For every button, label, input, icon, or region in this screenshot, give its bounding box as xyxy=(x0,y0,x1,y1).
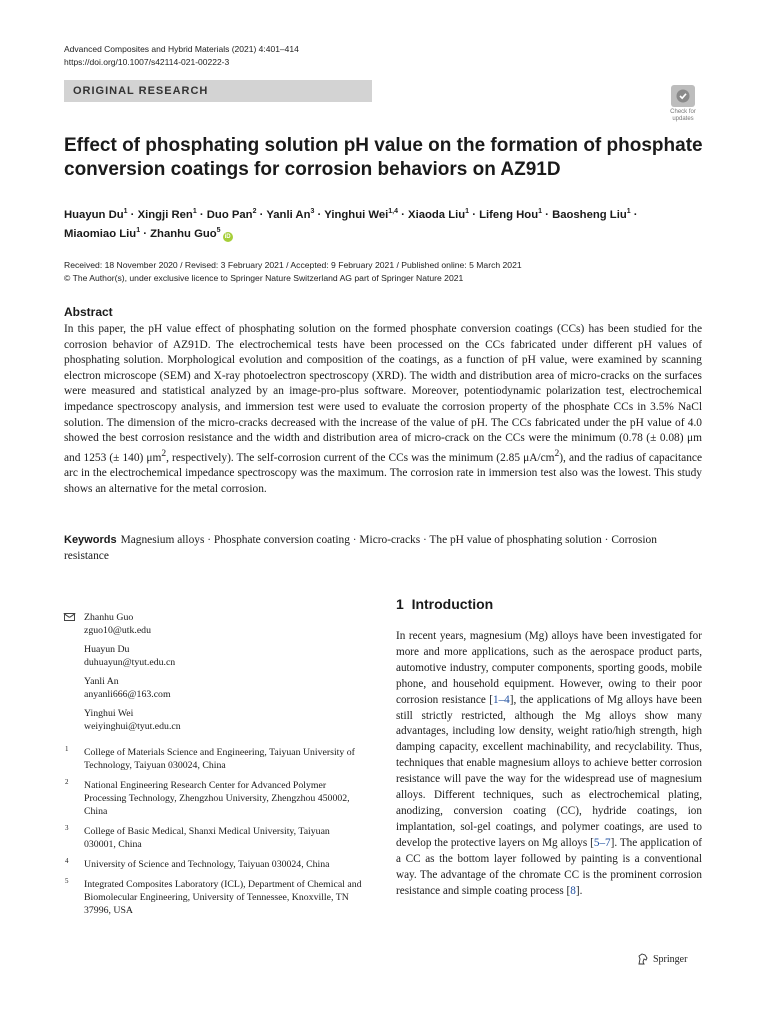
keywords xyxy=(64,532,702,564)
section-title: Introduction xyxy=(411,596,494,612)
article-type-banner: ORIGINAL RESEARCH xyxy=(64,80,372,102)
abstract-text: ), and the radius of capacitance arc in the electrochemical impedance spectroscopy was the maximum. The corrosion rate in immersion test also was the lowest. This study shows an alternative for the metal corrosion. xyxy=(64,451,702,495)
contact-name: Huayun Du xyxy=(84,644,130,655)
affiliation-text: University of Science and Technology, Taiyuan 030024, China xyxy=(84,859,330,870)
check-updates-line2: updates xyxy=(672,116,694,122)
contact-item xyxy=(64,643,364,669)
orcid-icon[interactable]: iD xyxy=(224,233,231,240)
contact-email[interactable]: zguo10@utk.edu xyxy=(84,625,151,636)
section-number: 1 xyxy=(396,596,404,612)
check-updates-line1: Check for xyxy=(670,109,696,115)
abstract-body xyxy=(64,322,702,497)
contact-name: Zhanhu Guo xyxy=(84,612,134,623)
affiliation-number: 5 xyxy=(65,877,69,885)
intro-text: In recent years, magnesium (Mg) alloys have been investigated for more and more applications, such as the aerospace product parts, automotive industry, computer components, sporting goods, mobile phone, and household equipment. However, owing to their poor corrosion resistance [ xyxy=(396,630,702,706)
contact-email[interactable]: anyanli666@163.com xyxy=(84,689,171,700)
article-title: Effect of phosphating solution pH value on the formation of phosphate conversion coatings for corrosion behaviors on AZ91D xyxy=(64,135,703,180)
contact-name: Yinghui Wei xyxy=(84,708,134,719)
contact-item xyxy=(64,707,364,733)
author-name[interactable]: Xingji Ren xyxy=(137,208,193,221)
history-dates: Received: 18 November 2020 / Revised: 3 February 2021 / Accepted: 9 February 2021 / Published online: 5 March 2021 xyxy=(64,260,522,270)
affiliation-number: 2 xyxy=(65,778,69,786)
abstract-heading: Abstract xyxy=(64,305,113,319)
publisher-footer xyxy=(637,953,687,965)
keywords-label: Keywords xyxy=(64,534,117,546)
contact-email[interactable]: weiyinghui@tyut.edu.cn xyxy=(84,721,181,732)
journal-header xyxy=(64,43,299,69)
affiliation-item xyxy=(64,779,364,818)
author-name[interactable]: Baosheng Liu xyxy=(552,208,627,221)
author-name[interactable]: Yanli An xyxy=(266,208,311,221)
contact-email[interactable]: duhuayun@tyut.edu.cn xyxy=(84,657,176,668)
publisher-name: Springer xyxy=(653,953,688,965)
author-list: Huayun $Du^1$ · Xingji Ren$^1$ · Duo Pan$^2$ · Yanli $An^3$ · Yinghui Wei$^{1,4}$ · Xiaoda Liu$^1$ · Lifeng Hou$^1$ · Baosheng Liu$^1$ · Miaomiao Liu$^1$ · Zhanhu Guo$^5$iD xyxy=(64,208,638,240)
section-heading xyxy=(396,596,493,612)
affiliation-number: 4 xyxy=(65,857,69,865)
author-name[interactable]: Lifeng Hou xyxy=(479,208,539,221)
author-affiliation: 1 xyxy=(465,208,470,215)
author-name[interactable]: Yinghui Wei xyxy=(324,208,389,221)
intro-text: ]. xyxy=(575,884,583,897)
affiliation-item xyxy=(64,878,364,917)
introduction-body xyxy=(396,629,702,899)
affiliation-item xyxy=(64,858,364,871)
affiliation-number: 1 xyxy=(65,745,69,753)
envelope-icon xyxy=(64,613,75,621)
publication-dates xyxy=(64,259,704,284)
affiliation-text: College of Basic Medical, Shanxi Medical University, Taiyuan 030001, China xyxy=(84,826,330,850)
author-name[interactable]: Miaomiao Liu xyxy=(64,227,137,240)
citation-link[interactable]: 1–4 xyxy=(492,693,510,706)
contact-list xyxy=(64,611,364,739)
affiliation-text: Integrated Composites Laboratory (ICL), Department of Chemical and Biomolecular Engineering, University of Tennessee, Knoxville, TN 37996, USA xyxy=(84,879,362,916)
abstract-text: In this paper, the pH value effect of phosphating solution on the formed phosphate conversion coatings (CCs) has been studied for the corrosion behavior of AZ91D. The electrochemical tests have been processed on the CCs fabricated under different pH values of phosphating solution. Morphological evolution and composition of the coatings, as a function of pH value, were examined by scanning electron microscope (SEM) and X-ray photoelectron spectroscopy (XRD). The width and distribution area of micro-cracks on the surfaces were measured and statistical analyzed by an image-pro-plus software. Moreover, potentiodynamic polarization test, electrochemical impedance spectroscopy analysis, and immersion test were used to evaluate the corrosion property of the phosphate CCs in 3.5% NaCl solution. The dimension of the micro-cracks decreased with the increase of the value of pH. The CCs fabricated under the pH value of 4.0 showed the best corrosion resistance and the width and distribution area of micro-crack on the CCs were the minimum (0.78 (± 0.08) μm and 1253 (± 140) μm xyxy=(64,323,702,464)
check-for-updates-button[interactable] xyxy=(665,85,701,125)
author-affiliation: 1 xyxy=(538,208,543,215)
keywords-text: Magnesium alloys · Phosphate conversion coating · Micro-cracks · The pH value of phosphating solution · Corrosion resistance xyxy=(64,534,657,562)
journal-citation: Advanced Composites and Hybrid Materials (2021) 4:401–414 xyxy=(64,44,299,54)
affiliation-item xyxy=(64,825,364,851)
citation-link[interactable]: 8 xyxy=(570,884,576,897)
copyright-line: © The Author(s), under exclusive licence to Springer Nature Switzerland AG part of Springer Nature 2021 xyxy=(64,272,464,283)
author-name[interactable]: Duo Pan xyxy=(206,208,253,221)
check-updates-icon xyxy=(671,85,695,107)
author-affiliation: 1 xyxy=(136,226,141,234)
affiliation-number: 3 xyxy=(65,824,69,832)
contact-item xyxy=(64,611,364,637)
contact-name: Yanli An xyxy=(84,676,119,687)
author-affiliation: 1 xyxy=(123,208,128,215)
author-affiliation: 2 xyxy=(252,208,257,215)
contact-item xyxy=(64,675,364,701)
author-affiliation: 1,4 xyxy=(388,208,398,215)
author-name[interactable]: Xiaoda Liu xyxy=(408,208,466,221)
affiliation-list xyxy=(64,746,364,924)
intro-text: ]. The application of a CC as the bottom layer followed by painting is a conventional way. The advantage of the chromate CC is the prominent corrosion resistance and simple coating process [ xyxy=(396,836,702,897)
citation-link[interactable]: 5–7 xyxy=(593,836,611,849)
author-name[interactable]: Huayun Du xyxy=(64,208,124,221)
doi-link[interactable]: https://doi.org/10.1007/s42114-021-00222-3 xyxy=(64,57,230,67)
author-name[interactable]: Zhanhu Guo xyxy=(150,227,217,240)
intro-text: ], the applications of Mg alloys have been still strictly restricted, although the Mg alloys show many advantages, including low density, weight ratio/high strength, high damping capacity, excellent machinability, and recyclability. Thus, techniques that enable magnesium alloys to achieve better corrosion resistance will pave the way for the widespread use of magnesium alloys. Different techniques, such as electrochemical plating, anodizing, conversion coating (CC), hydride coatings, ion implantation, sol-gel coatings, and polymer coatings, are used to develop the protective layers on Mg alloys [ xyxy=(396,693,702,849)
author-affiliation: 3 xyxy=(310,208,315,215)
author-affiliation: 1 xyxy=(626,208,631,215)
superscript: 2 xyxy=(554,448,560,459)
springer-horse-icon xyxy=(637,953,649,965)
author-affiliation: 5 xyxy=(216,226,221,234)
affiliation-item xyxy=(64,746,364,772)
abstract-text: , respectively). The self-corrosion current of the CCs was the minimum (2.85 μA/cm xyxy=(166,451,555,464)
superscript: 2 xyxy=(161,448,167,459)
author-affiliation: 1 xyxy=(192,208,197,215)
affiliation-text: College of Materials Science and Engineering, Taiyuan University of Technology, Taiyuan 030024, China xyxy=(84,747,355,771)
affiliation-text: National Engineering Research Center for Advanced Polymer Processing Technology, Zhengzhou University, Zhengzhou 450002, China xyxy=(84,780,350,817)
